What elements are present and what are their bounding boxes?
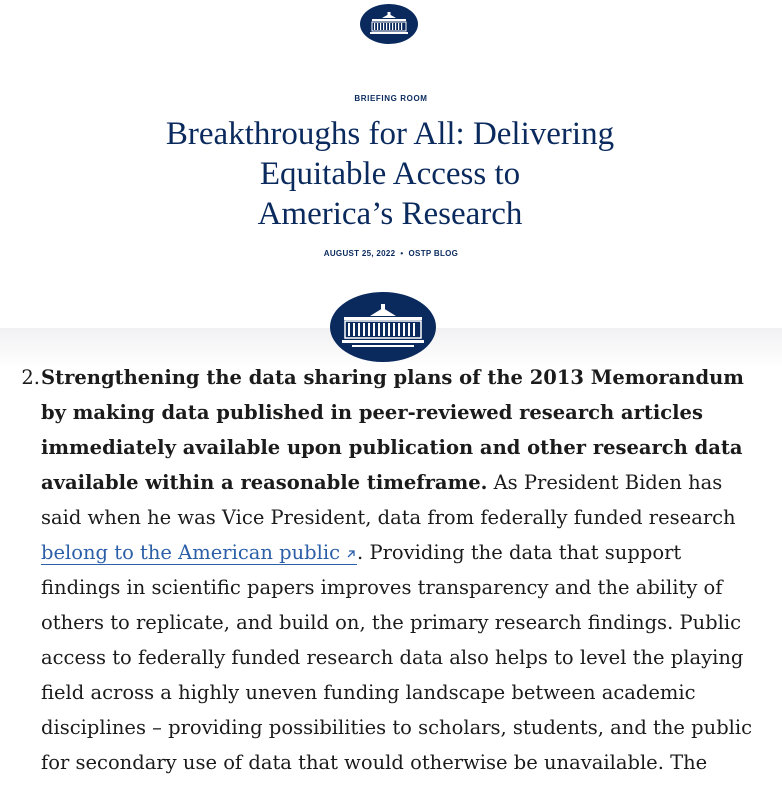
meta-separator: •	[400, 249, 404, 258]
post-date: AUGUST 25, 2022	[323, 249, 396, 258]
post-meta	[0, 249, 782, 258]
page-title	[120, 114, 660, 234]
american-public-link[interactable]	[41, 541, 357, 565]
list-item-number: 2.	[21, 366, 40, 389]
breadcrumb-briefing-room[interactable]: BRIEFING ROOM	[354, 94, 428, 103]
external-link-icon[interactable]	[345, 548, 357, 560]
paragraph-text: . Providing the data that support findings in scientific papers improves transparency and the ability of others to replicate, and build on, the primary research findings. Public access to federally funded research data also helps to level the playing field across a highly uneven funding landscape between academic disciplines – providing possibilities to scholars, students, and the public for secondary use of data that would otherwise be unavailable. The	[41, 541, 753, 774]
post-category[interactable]: OSTP BLOG	[408, 249, 459, 258]
list-item	[41, 360, 761, 780]
item-heading: Strengthening the data sharing plans of the 2013 Memorandum by making data published in peer-reviewed research articles immediately available upon publication and other research data available within a reasonable timeframe.	[41, 366, 744, 494]
white-house-logo[interactable]	[330, 292, 436, 362]
paragraph-text: As President Biden has said when he was Vice President, data from federally funded research	[41, 471, 736, 529]
title-line: Equitable Access to	[259, 156, 521, 192]
title-line: Breakthroughs for All: Delivering	[165, 116, 615, 152]
title-line: America’s Research	[257, 196, 523, 232]
link-label[interactable]: belong to the American public	[41, 541, 341, 564]
white-house-logo[interactable]	[360, 4, 418, 44]
